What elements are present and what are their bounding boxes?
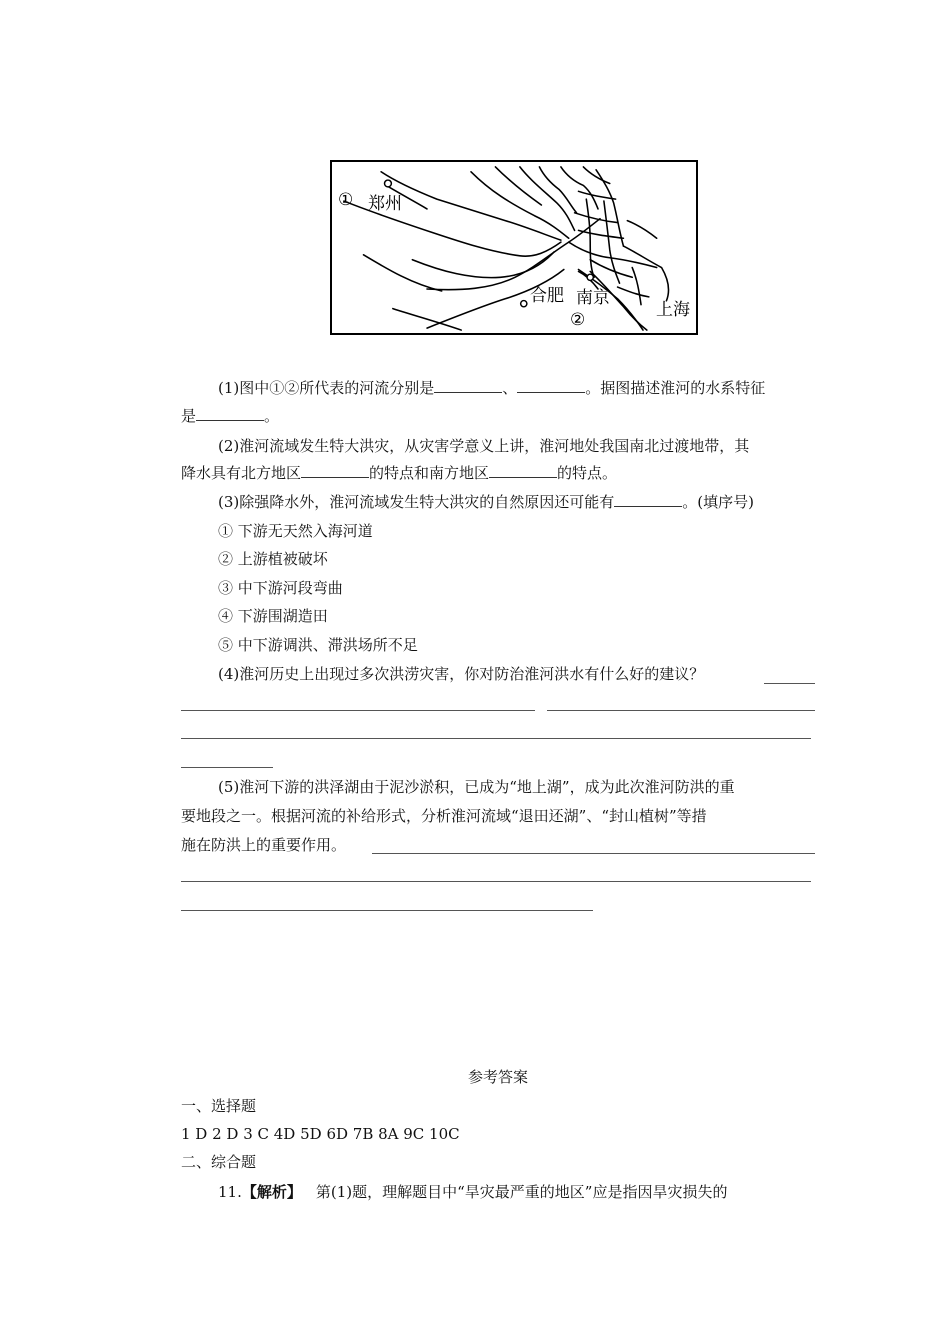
answers-title: 参考答案	[467, 1068, 528, 1086]
river-2-label: ②	[570, 310, 586, 330]
question-1-text-a: (1)图中①②所代表的河流分别是	[218, 379, 435, 397]
analysis-tag: 【解析】	[241, 1183, 302, 1201]
question-3-line	[218, 492, 815, 512]
river-1-label: ①	[338, 190, 354, 210]
answer-rule	[764, 683, 815, 684]
answer-rule	[181, 881, 811, 882]
river-map-figure	[330, 160, 698, 335]
question-2-line-1: (2)淮河流域发生特大洪灾，从灾害学意义上讲，淮河地处我国南北过渡地带，其	[218, 437, 750, 455]
section-comprehensive-title: 二、综合题	[181, 1153, 257, 1171]
option-4: ④ 下游围湖造田	[218, 607, 328, 625]
question-2-text-b: 降水具有北方地区	[181, 464, 302, 482]
answer-blank	[614, 492, 682, 507]
question-1-text-b: 。据图描述淮河的水系特征	[585, 379, 766, 397]
question-2-line-2	[181, 463, 815, 483]
question-1-line-1	[218, 378, 815, 398]
answer-rule	[181, 767, 273, 768]
analysis-item-number: 11.	[218, 1183, 242, 1201]
question-5-line-3: 施在防洪上的重要作用。	[181, 836, 347, 854]
answer-rule	[181, 710, 535, 711]
question-2-text-c: 的特点和南方地区	[369, 464, 490, 482]
question-1-sep: 、	[502, 379, 518, 397]
answer-blank	[301, 463, 369, 478]
nanjing-label: 南京	[576, 288, 610, 308]
section-choice-title: 一、选择题	[181, 1097, 257, 1115]
question-5-line-2: 要地段之一。根据河流的补给形式，分析淮河流域“退田还湖”、“封山植树”等措	[181, 807, 707, 825]
shanghai-label: 上海	[656, 300, 690, 320]
question-2-text-d: 的特点。	[557, 464, 618, 482]
choice-answers: 1 D 2 D 3 C 4D 5D 6D 7B 8A 9C 10C	[181, 1125, 460, 1143]
question-1-text-c: 是	[181, 407, 197, 425]
analysis-text: 第(1)题，理解题目中“旱灾最严重的地区”应是指因旱灾损失的	[315, 1183, 728, 1201]
question-3-text-a: (3)除强降水外，淮河流域发生特大洪灾的自然原因还可能有	[218, 493, 615, 511]
answer-rule	[547, 710, 815, 711]
option-3: ③ 中下游河段弯曲	[218, 579, 343, 597]
hefei-city-dot	[521, 301, 527, 307]
river-lines	[332, 162, 696, 333]
question-5-line-1: (5)淮河下游的洪泽湖由于泥沙淤积，已成为“地上湖”，成为此次淮河防洪的重	[218, 778, 735, 796]
hefei-label: 合肥	[530, 286, 564, 306]
answer-blank	[434, 378, 502, 393]
option-2: ② 上游植被破坏	[218, 550, 328, 568]
answer-blank	[196, 406, 264, 421]
question-1-line-2	[181, 406, 815, 426]
answer-blank	[517, 378, 585, 393]
question-4-line: (4)淮河历史上出现过多次洪涝灾害，你对防治淮河洪水有什么好的建议？	[218, 665, 705, 683]
answer-rule	[181, 910, 593, 911]
question-3-text-b: 。(填序号)	[682, 493, 754, 511]
question-1-end: 。	[264, 407, 280, 425]
zhengzhou-label: 郑州	[368, 194, 402, 214]
option-5: ⑤ 中下游调洪、滞洪场所不足	[218, 636, 418, 654]
analysis-line	[218, 1182, 815, 1202]
zhengzhou-city-dot	[385, 180, 392, 187]
nanjing-city-dot	[587, 274, 593, 280]
answer-blank	[489, 463, 557, 478]
answer-rule	[181, 738, 811, 739]
option-1: ① 下游无天然入海河道	[218, 522, 373, 540]
answer-rule	[372, 853, 815, 854]
